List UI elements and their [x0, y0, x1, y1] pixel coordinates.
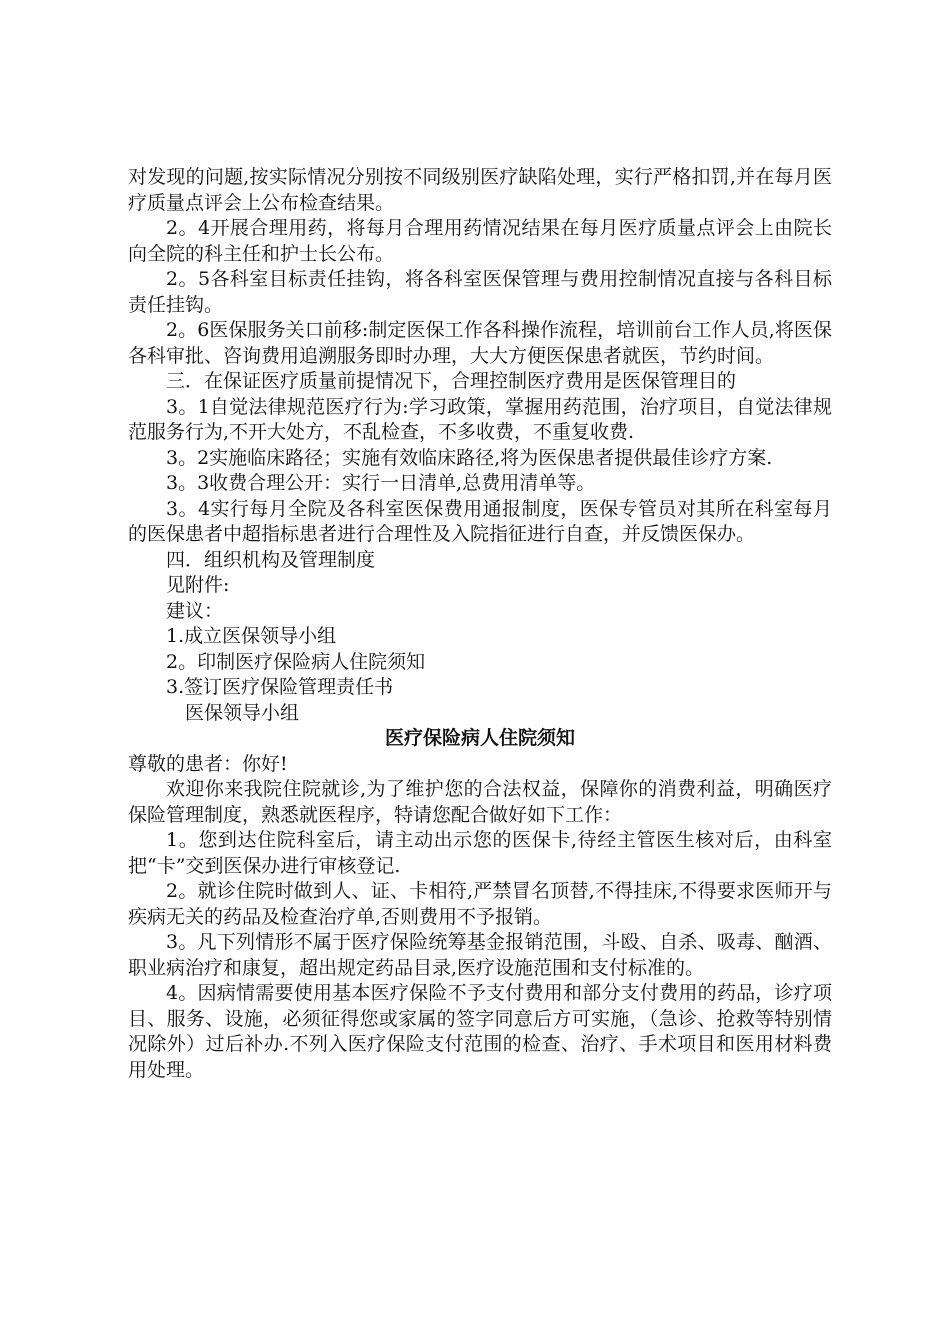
greeting: 尊敬的患者：你好!: [128, 752, 288, 775]
top-section: [128, 165, 832, 573]
notice-paragraph: 2。就诊住院时做到人、证、卡相符,严禁冒名顶替,不得挂床,不得要求医师开与疾病无关的药品及检查治疗单,否则费用不予报销。: [128, 880, 832, 928]
notice-paragraph: 欢迎你来我院住院就诊,为了维护您的合法权益，保障你的消费利益，明确医疗保险管理制度，熟悉就医程序，特请您配合做好如下工作：: [128, 778, 832, 826]
paragraph-2-6: 2。6医保服务关口前移:制定医保工作各科操作流程，培训前台工作人员,将医保各科审批、咨询费用追溯服务即时办理，大大方便医保患者就医，节约时间。: [128, 319, 832, 367]
paragraph-3-4: 3。4实行每月全院及各科室医保费用通报制度，医保专管员对其所在科室每月的医保患者中超指标患者进行合理性及入院指征进行自查，并反馈医保办。: [128, 497, 832, 545]
section-heading-4: 四．组织机构及管理制度: [166, 548, 376, 571]
notice-paragraph: 3。凡下列情形不属于医疗保险统筹基金报销范围，斗殴、自杀、吸毒、酗酒、职业病治疗和康复，超出规定药品目录,医疗设施范围和支付标准的。: [128, 931, 832, 979]
list-item: 1.成立医保领导小组: [166, 625, 337, 647]
list-item: 2。印制医疗保险病人住院须知: [166, 650, 426, 673]
suggestion-list: [128, 573, 832, 726]
paragraph-2-5: 2。5各科室目标责任挂钩，将各科室医保管理与费用控制情况直接与各科目标责任挂钩。: [128, 268, 832, 316]
paragraph-2-4: 2。4开展合理用药，将每月合理用药情况结果在每月医疗质量点评会上由院长向全院的科主任和护士长公布。: [128, 217, 832, 265]
paragraph-3-3: 3。3收费合理公开：实行一日清单,总费用清单等。: [166, 472, 596, 494]
notice-title: 医疗保险病人住院须知: [384, 727, 575, 749]
document-page: [128, 165, 832, 1083]
notice-body: [128, 777, 832, 1083]
paragraph-3-1: 3。1自觉法律规范医疗行为:学习政策，掌握用药范围，治疗项目，自觉法律规范服务行为,不开大处方，不乱检查，不多收费，不重复收费.: [128, 395, 832, 443]
paragraph-3-2: 3。2实施临床路径；实施有效临床路径,将为医保患者提供最佳诊疗方案.: [166, 446, 773, 469]
section-heading-3: 三．在保证医疗质量前提情况下，合理控制医疗费用是医保管理目的: [166, 370, 737, 392]
notice-paragraph: 1。您到达住院科室后，请主动出示您的医保卡,待经主管医生核对后，由科室把“卡”交到医保办进行审核登记.: [128, 829, 832, 877]
list-item: 3.签订医疗保险管理责任书: [166, 676, 394, 698]
list-item: 见附件:: [166, 574, 230, 596]
list-item: 建议：: [166, 599, 224, 622]
sub-item: 医保领导小组: [185, 701, 300, 724]
paragraph-continued: 对发现的问题,按实际情况分别按不同级别医疗缺陷处理，实行严格扣罚,并在每月医疗质量点评会上公布检查结果。: [128, 166, 832, 214]
notice-paragraph: 4。因病情需要使用基本医疗保险不予支付费用和部分支付费用的药品，诊疗项目、服务、设施，必须征得您或家属的签字同意后方可实施，（急诊、抢救等特别情况除外）过后补办.不列入医疗保险支付范围的检查、治疗、手术项目和医用材料费用处理。: [128, 982, 832, 1081]
